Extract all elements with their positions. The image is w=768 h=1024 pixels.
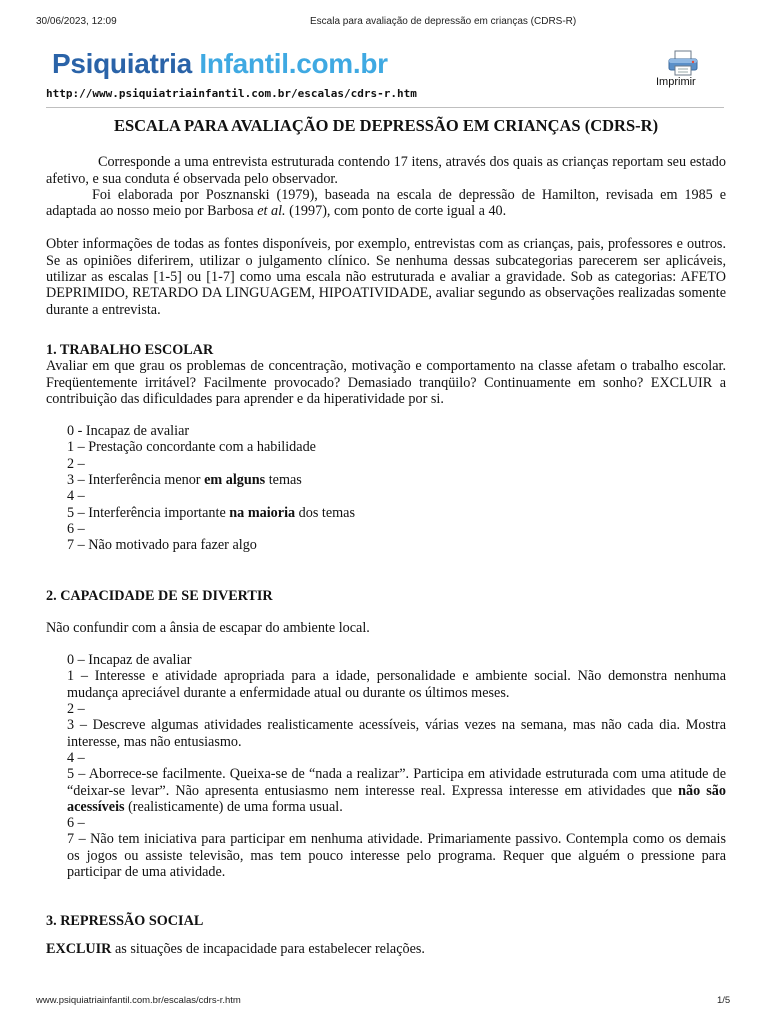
print-button[interactable]: Imprimir [656, 76, 696, 88]
document-body [46, 116, 726, 957]
section-2-options [46, 652, 726, 880]
print-datetime: 30/06/2023, 12:09 [36, 16, 117, 27]
list-item: 6 – [67, 815, 85, 832]
print-page-title: Escala para avaliação de depressão em crianças (CDRS-R) [310, 16, 577, 27]
list-item: 5 – Aborrece-se facilmente. Queixa-se de “nada a realizar”. Participa em atividade estruturada com uma atitude de “deixar-se levar”. Não apresenta entusiasmo nem interesse real. Expressa interesse em atividades que não são acessíveis (realisticamente) de uma forma usual. [67, 766, 726, 815]
section-3-heading: 3. REPRESSÃO SOCIAL [46, 913, 204, 930]
list-item: 5 – Interferência importante na maioria dos temas [67, 504, 356, 521]
section-3-text: EXCLUIR as situações de incapacidade para estabelecer relações. [46, 940, 425, 957]
section-2-heading: 2. CAPACIDADE DE SE DIVERTIR [46, 587, 273, 604]
intro-paragraph-2: Foi elaborada por Posznanski (1979), baseada na escala de depressão de Hamilton, revisada em 1985 e adaptada ao nosso meio por Barbosa et al. (1997), com ponto de corte igual a 40. [46, 186, 726, 220]
footer-url: www.psiquiatriainfantil.com.br/escalas/cdrs-r.htm [36, 995, 241, 1006]
list-item: 6 – [67, 520, 85, 537]
list-item: 4 – [67, 488, 85, 505]
list-item: 2 – [67, 455, 85, 472]
list-item: 1 – Interesse e atividade apropriada para a idade, personalidade e ambiente social. Não demonstra nenhuma mudança apreciável durante a enfermidade atual ou durante os últimos meses. [67, 668, 726, 701]
list-item: 2 – [67, 701, 85, 718]
section-1-heading: 1. TRABALHO ESCOLAR [46, 341, 214, 358]
header-divider [46, 107, 724, 108]
printer-icon[interactable] [666, 50, 700, 76]
logo-part-infantil: Infantil.com.br [199, 48, 388, 79]
list-item: 0 – Incapaz de avaliar [67, 652, 192, 669]
intro-paragraph-1: Corresponde a uma entrevista estruturada contendo 17 itens, através dos quais as crianças reportam seu estado afetivo, e sua conduta é observada pelo observador. [46, 154, 726, 187]
section-1-options [46, 423, 726, 553]
document-title: ESCALA PARA AVALIAÇÃO DE DEPRESSÃO EM CRIANÇAS (CDRS-R) [113, 116, 659, 135]
logo-part-psiquiatria: Psiquiatria [52, 48, 192, 79]
list-item: 7 – Não tem iniciativa para participar em nenhuma atividade. Primariamente passivo. Contempla como os demais os jogos ou assiste televisão, mas tem pouco interesse pelo programa. Requer que alguém o pressione para participar de uma atividade. [67, 831, 726, 880]
section-2-text: Não confundir com a ânsia de escapar do ambiente local. [46, 619, 370, 636]
list-item: 0 - Incapaz de avaliar [67, 423, 190, 440]
list-item: 4 – [67, 749, 85, 766]
list-item: 1 – Prestação concordante com a habilidade [67, 439, 316, 456]
list-item: 3 – Descreve algumas atividades realisticamente acessíveis, várias vezes na semana, mas não cada dia. Mostra interesse, mas não entusiasmo. [67, 717, 726, 750]
footer-page-number: 1/5 [717, 995, 731, 1006]
list-item: 3 – Interferência menor em alguns temas [67, 472, 302, 489]
list-item: 7 – Não motivado para fazer algo [67, 537, 257, 554]
section-1-text: Avaliar em que grau os problemas de concentração, motivação e comportamento na classe afetam o trabalho escolar. Freqüentemente irritável? Facilmente provocado? Demasiado tranqüilo? Continuamente em sonho? EXCLUIR a contribuição das dificuldades para aprender e da hiperatividade por si. [46, 358, 726, 407]
instructions-paragraph: Obter informações de todas as fontes disponíveis, por exemplo, entrevistas com as crianças, pais, professores e outros. Se as opiniões diferirem, utilizar o julgamento clínico. Se nenhuma dessas subcategorias parecerem ser aplicáveis, utilizar as escalas [1-5] ou [1-7] como uma escala não estruturada e avaliar a gravidade. Sob as categorias: AFETO DEPRIMIDO, RETARDO DA LINGUAGEM, HIPOATIVIDADE, avaliar segundo as observações realizadas somente durante a entrevista. [46, 236, 726, 318]
site-logo[interactable] [52, 48, 388, 80]
page-url: http://www.psiquiatriainfantil.com.br/escalas/cdrs-r.htm [46, 87, 417, 100]
